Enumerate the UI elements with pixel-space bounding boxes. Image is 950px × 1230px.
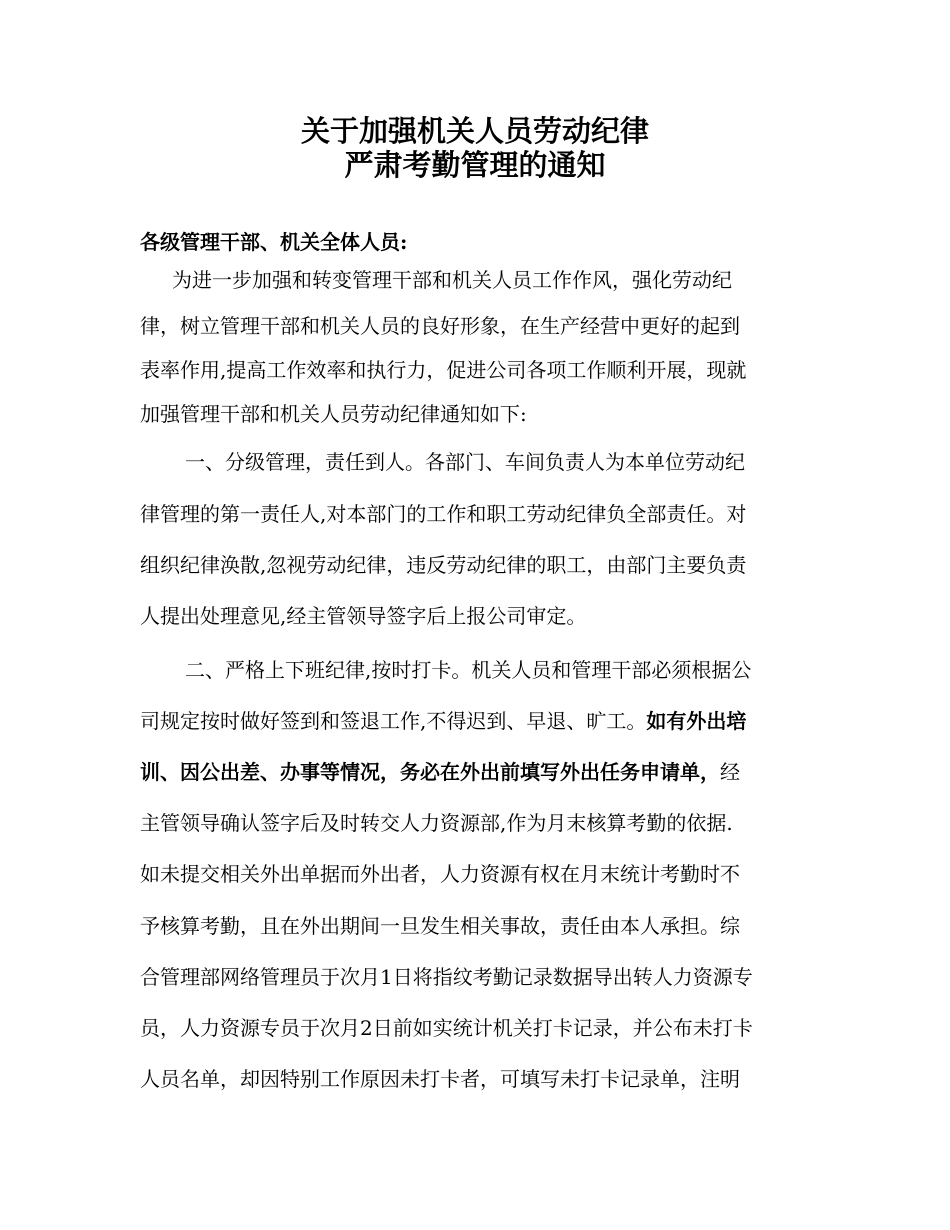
body-text: 经 xyxy=(720,760,740,784)
body-line: 一、分级管理，责任到人。各部门、车间负责人为本单位劳动纪 xyxy=(185,450,745,474)
body-line: 为进一步加强和转变管理干部和机关人员工作作风，强化劳动纪 xyxy=(172,268,732,292)
body-line: 合管理部网络管理员于次月1日将指纹考勤记录数据导出转人力资源专 xyxy=(140,965,753,989)
body-line: 员，人力资源专员于次月2日前如实统计机关打卡记录，并公布未打卡 xyxy=(140,1016,753,1040)
body-line: 如未提交相关外出单据而外出者，人力资源有权在月末统计考勤时不 xyxy=(140,862,740,886)
body-line: 表率作用,提高工作效率和执行力，促进公司各项工作顺利开展，现就 xyxy=(140,358,747,382)
body-line: 律，树立管理干部和机关人员的良好形象，在生产经营中更好的起到 xyxy=(140,314,740,338)
body-line: 人员名单，却因特别工作原因未打卡者，可填写未打卡记录单，注明 xyxy=(140,1067,740,1091)
body-line xyxy=(140,756,810,785)
body-line: 人提出处理意见,经主管领导签字后上报公司审定。 xyxy=(140,604,587,628)
body-line xyxy=(140,705,810,734)
emphasis-text: 如有外出培 xyxy=(646,709,747,733)
emphasis-text: 训、因公出差、办事等情况，务必在外出前填写外出任务申请单， xyxy=(140,760,720,784)
body-line: 主管领导确认签字后及时转交人力资源部,作为月末核算考勤的依据. xyxy=(140,811,733,835)
body-line: 组织纪律涣散,忽视劳动纪律，违反劳动纪律的职工，由部门主要负责 xyxy=(140,553,747,577)
document-title-line-1: 关于加强机关人员劳动纪律 xyxy=(300,114,649,148)
body-text: 司规定按时做好签到和签退工作,不得迟到、早退、旷工。 xyxy=(140,709,647,733)
body-line: 二、严格上下班纪律,按时打卡。机关人员和管理干部必须根据公 xyxy=(185,658,752,682)
salutation: 各级管理干部、机关全体人员: xyxy=(140,230,408,254)
document-title-line-2: 严肃考勤管理的通知 xyxy=(344,148,606,182)
body-line: 加强管理干部和机关人员劳动纪律通知如下: xyxy=(140,402,527,426)
body-line: 予核算考勤，且在外出期间一旦发生相关事故，责任由本人承担。综 xyxy=(140,914,740,938)
body-line: 律管理的第一责任人,对本部门的工作和职工劳动纪律负全部责任。对 xyxy=(140,502,747,526)
